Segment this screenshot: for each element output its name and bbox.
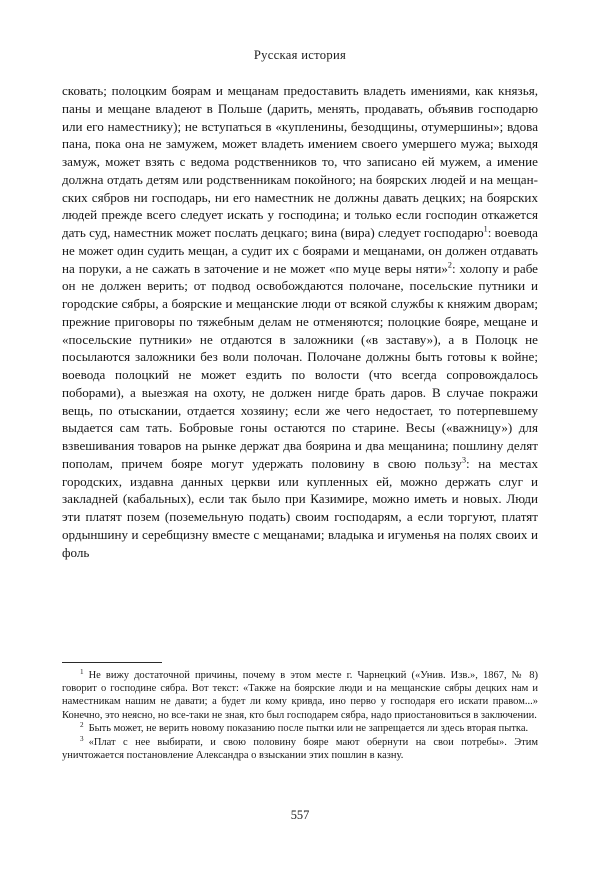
page-number: 557 xyxy=(290,808,310,822)
footnote-section xyxy=(62,662,538,763)
footnote-separator-rule xyxy=(62,662,162,663)
running-head: Русская история xyxy=(253,48,347,62)
footnote-text: Не вижу достаточной причины, почему в этом месте г. Чарнецкий («Унив. Изв.», 1867, № 8) говорит о господине сябра. Вот текст: «Также на боярские люди и на мещанские сябры децких нам и наместникам нашим не давати; а будет ли кому кривда, ино перво у господаря его искати правом...» Конечно, это неясно, но все-таки не зная, кто был господарем сябра, надо приостановиться в заключении. xyxy=(62,670,538,721)
footnote-item xyxy=(62,722,538,735)
footnote-reference[interactable]: 3 xyxy=(461,455,467,465)
footnote-number: 2 xyxy=(80,720,84,729)
footnote-number: 1 xyxy=(80,667,84,676)
footnote-reference[interactable]: 1 xyxy=(483,224,488,234)
body-text-block xyxy=(62,82,538,561)
body-paragraph: сковать; полоцким боярам и мещанам предоставить владеть имениями, как князья, паны и мещане владеют в Польше (дарить, менять, продавать, объявив господарю или его наместнику); не вступаться в «купленины, безодщины, отумершины»; вдова пана, пока она не замужем, может владеть имением своего умершего мужа; выходя замуж, может взять с ведома родственников то, что записано ей мужем, а имение должна отдать детям или родственникам покойного; на боярских людей и на мещанских сябров ни господарь, ни его наместник не должны давать децких; на боярских людей прежде всего следует искать у господина; и только если господин откажется дать суд, наместник может послать децкаго; вина (вира) следует господарю$^1$: воевода не может один судить мещан, а судит их с боярами и мещанами, он должен отдавать на поруки, а не сажать в заточение и не может «по муце веры няти»$^2$: холопу и рабе он не должен верить; от подвод освобождаются полочане, посельские путники и городские сябры, а боярские и мещанские люди от всякой службы к княжим дворам; прежние приговоры по тяжебным делам не отменяются; полоцкие бояре, мещане и «посельские путники» не отдаются в заложники («в заставу»), а в Полоцк не посылаются заложники без воли полочан. Полочане должны быть готовы к войне; воевода полоцкий не может ездить по волости (что всегда сопровождалось поборами), а выезжая на охоту, не должен нигде брать даров. В случае покражи вещь, по отыскании, отдается хозяину; если же чего недостает, то потерпевшему выдается сам тать. Бобровые гоны остаются по старине. Весы («важницу») для взвешивания товаров на рынке держат два боярина и два мещанина; пошлину делят пополам, причем бояре могут удержать половину в свою пользу$^3$: на местах городских, издавна данных церкви или купленных ей, можно держать слуг и закладней (кабальных), если так было при Казимире, можно иметь и новых. Люди эти платят позем (поземельную подать) своим господарям, а если торгуют, платят ордыншину и серебщизну вместе с мещанами; владыка и игуменья на полях своих и фоль xyxy=(62,83,539,560)
footnote-number: 3 xyxy=(80,734,84,743)
footnote-item xyxy=(62,669,538,722)
footnote-item xyxy=(62,736,538,762)
footnote-text: «Плат с нее выбирати, и свою половину бояре мают обернути на свои потребы». Этим уничтожается постановление Александра о взыскании этих пошлин в казну. xyxy=(62,737,538,762)
footnote-text: Быть может, не верить новому показанию после пытки или не запрещается ли здесь вторая пытка. xyxy=(88,723,529,735)
footnote-reference[interactable]: 2 xyxy=(447,260,452,270)
